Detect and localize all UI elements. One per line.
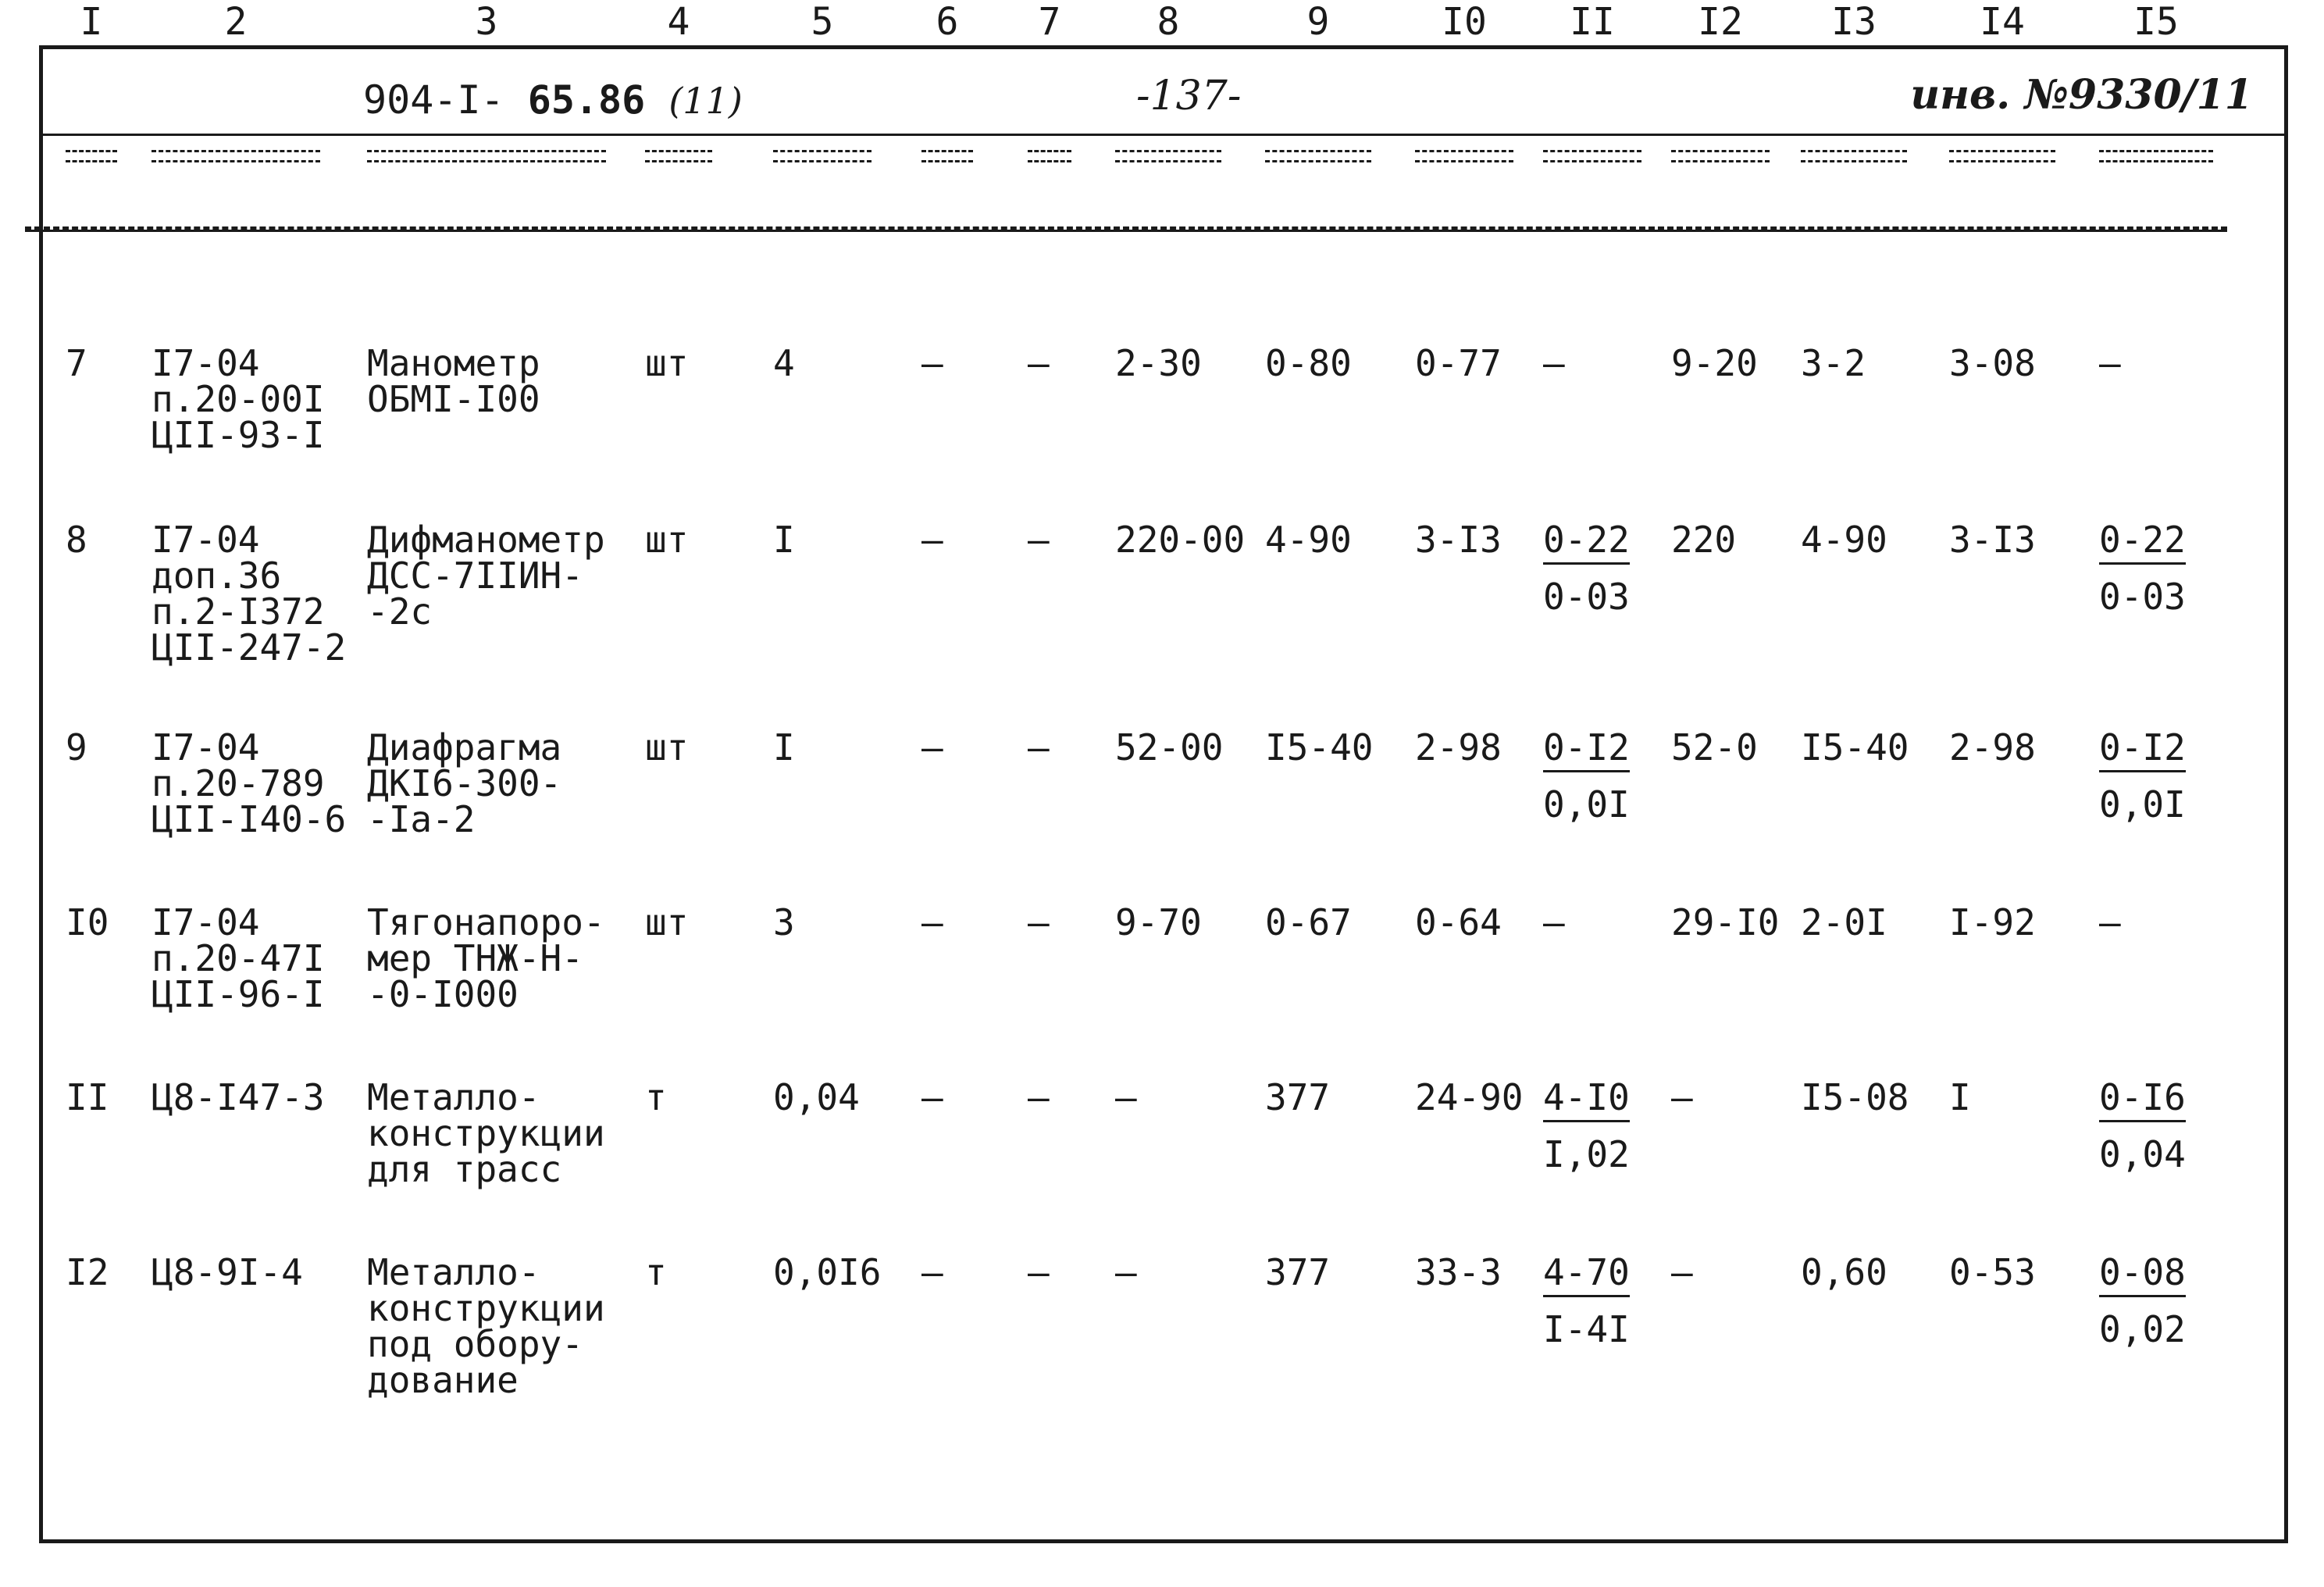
table-cell: 0-80	[1265, 342, 1352, 384]
fraction-cell	[1543, 342, 1565, 384]
table-cell: –	[921, 726, 943, 769]
fraction-cell	[2099, 519, 2186, 618]
table-cell: Диафрагма ДКI6-300- -Iа-2	[367, 726, 562, 840]
table-cell: шт	[645, 726, 689, 769]
table-cell: 0-53	[1949, 1251, 2036, 1293]
header-rule	[773, 150, 872, 162]
inventory-number: инв. №9330/11	[1910, 71, 2253, 119]
column-number: 3	[475, 0, 498, 44]
column-number: 2	[224, 0, 248, 44]
fraction-denominator: 0-03	[2099, 576, 2186, 618]
table-cell: 7	[66, 342, 87, 384]
column-number: 4	[667, 0, 690, 44]
table-cell: –	[921, 342, 943, 384]
table-cell: –	[921, 1076, 943, 1118]
table-cell: 3-I3	[1949, 519, 2036, 561]
table-cell: I7-04 п.20-789 ЦII-I40-6	[151, 726, 347, 840]
table-cell: 377	[1265, 1251, 1331, 1293]
table-cell: шт	[645, 519, 689, 561]
table-cell: 24-90	[1415, 1076, 1524, 1118]
document-code	[363, 77, 743, 123]
fraction-cell	[1543, 1251, 1630, 1350]
table-cell: I0	[66, 901, 109, 943]
fraction-denominator: I,02	[1543, 1133, 1630, 1175]
table-cell: I5-08	[1801, 1076, 1909, 1118]
fraction-cell	[1543, 519, 1630, 618]
header-rule	[1801, 150, 1907, 162]
table-cell: 2-0I	[1801, 901, 1887, 943]
column-number: 6	[936, 0, 959, 44]
fraction-numerator: 0-I2	[2099, 729, 2186, 772]
table-cell: 2-98	[1415, 726, 1502, 769]
table-cell: шт	[645, 342, 689, 384]
fraction-numerator: –	[2099, 342, 2121, 384]
header-rule	[1671, 150, 1770, 162]
column-number: I2	[1698, 0, 1743, 44]
table-cell: 220-00	[1115, 519, 1246, 561]
table-cell: Ц8-9I-4	[151, 1251, 303, 1293]
table-cell: 3-2	[1801, 342, 1866, 384]
fraction-numerator: 0-I6	[2099, 1079, 2186, 1122]
table-cell: –	[1028, 342, 1050, 384]
fraction-cell	[2099, 901, 2121, 943]
table-cell: I7-04 п.20-00I ЦII-93-I	[151, 342, 325, 456]
fraction-denominator: I-4I	[1543, 1308, 1630, 1350]
table-cell: 8	[66, 519, 87, 561]
table-cell: 0-77	[1415, 342, 1502, 384]
fraction-cell	[2099, 1076, 2186, 1175]
table-cell: –	[921, 1251, 943, 1293]
table-cell: т	[645, 1076, 667, 1118]
fraction-numerator: 0-08	[2099, 1254, 2186, 1297]
table-cell: I5-40	[1801, 726, 1909, 769]
fraction-denominator: 0-03	[1543, 576, 1630, 618]
table-cell: –	[1028, 519, 1050, 561]
table-cell: 0-64	[1415, 901, 1502, 943]
fraction-cell	[2099, 342, 2121, 384]
table-cell: –	[1115, 1076, 1137, 1118]
column-number: I0	[1442, 0, 1487, 44]
header-rule	[2099, 150, 2213, 162]
table-cell: 377	[1265, 1076, 1331, 1118]
fraction-numerator: 0-I2	[1543, 729, 1630, 772]
fraction-cell	[1543, 726, 1630, 826]
page-number: -137-	[1136, 73, 1242, 119]
header-rule	[151, 150, 320, 162]
table-cell: 0,60	[1801, 1251, 1887, 1293]
table-cell: 4-90	[1801, 519, 1887, 561]
table-cell: –	[921, 519, 943, 561]
table-cell: 220	[1671, 519, 1737, 561]
table-cell: т	[645, 1251, 667, 1293]
table-cell: I5-40	[1265, 726, 1374, 769]
fraction-numerator: 0-22	[2099, 522, 2186, 565]
table-cell: Металло- конструкции под обору- дование	[367, 1251, 605, 1401]
column-number: I4	[1980, 0, 2025, 44]
fraction-cell	[1543, 1076, 1630, 1175]
table-cell: 4-90	[1265, 519, 1352, 561]
fraction-numerator: 0-22	[1543, 522, 1630, 565]
table-cell: Металло- конструкции для трасс	[367, 1076, 605, 1190]
table-cell: 4	[773, 342, 795, 384]
table-cell: I2	[66, 1251, 109, 1293]
fraction-denominator: 0,0I	[2099, 783, 2186, 826]
table-cell: 2-98	[1949, 726, 2036, 769]
fraction-numerator: –	[1543, 342, 1565, 384]
column-number: I3	[1831, 0, 1877, 44]
header-rule	[66, 150, 117, 162]
table-cell: 2-30	[1115, 342, 1202, 384]
table-cell: –	[1115, 1251, 1137, 1293]
table-cell: I7-04 доп.36 п.2-I372 ЦII-247-2	[151, 519, 347, 669]
header-rule	[645, 150, 712, 162]
fraction-cell	[2099, 726, 2186, 826]
header-rule	[921, 150, 973, 162]
fraction-denominator: 0,02	[2099, 1308, 2186, 1350]
table-cell: 3-I3	[1415, 519, 1502, 561]
doc-code-prefix: 904-I-	[363, 77, 504, 123]
fraction-numerator: 4-70	[1543, 1254, 1630, 1297]
header-rule	[1543, 150, 1641, 162]
table-cell: –	[1028, 901, 1050, 943]
doc-number: 65.86	[527, 77, 646, 123]
column-number: 7	[1038, 0, 1061, 44]
column-number: II	[1570, 0, 1615, 44]
table-cell: I	[1949, 1076, 1971, 1118]
column-number: I5	[2133, 0, 2179, 44]
table-cell: I-92	[1949, 901, 2036, 943]
table-cell: 52-0	[1671, 726, 1758, 769]
header-rule	[1415, 150, 1513, 162]
header-rule	[1028, 150, 1071, 162]
table-cell: –	[1671, 1251, 1693, 1293]
header-rule	[1265, 150, 1371, 162]
table-cell: –	[921, 901, 943, 943]
table-cell: 3-08	[1949, 342, 2036, 384]
fraction-numerator: 4-I0	[1543, 1079, 1630, 1122]
header-rule	[1115, 150, 1221, 162]
table-cell: 33-3	[1415, 1251, 1502, 1293]
table-cell: I	[773, 726, 795, 769]
table-cell: –	[1028, 726, 1050, 769]
page-header	[43, 49, 2284, 136]
table-cell: 0,0I6	[773, 1251, 882, 1293]
header-rule	[1949, 150, 2055, 162]
fraction-numerator: –	[1543, 901, 1565, 943]
fraction-denominator: 0,0I	[1543, 783, 1630, 826]
table-cell: –	[1671, 1076, 1693, 1118]
doc-suffix: (11)	[668, 80, 743, 122]
column-number: 9	[1306, 0, 1330, 44]
table-cell: 0-67	[1265, 901, 1352, 943]
table-cell: 29-I0	[1671, 901, 1780, 943]
table-cell: 9-70	[1115, 901, 1202, 943]
table-cell: Тягонапоро- мер ТНЖ-Н- -0-I000	[367, 901, 605, 1015]
table-cell: 9	[66, 726, 87, 769]
fraction-cell	[2099, 1251, 2186, 1350]
table-cell: –	[1028, 1251, 1050, 1293]
table-cell: 0,04	[773, 1076, 860, 1118]
table-cell: I	[773, 519, 795, 561]
column-number: I	[80, 0, 103, 44]
column-number: 5	[811, 0, 834, 44]
header-underline	[25, 230, 2227, 232]
table-cell: 9-20	[1671, 342, 1758, 384]
table-cell: Манометр ОБМI-I00	[367, 342, 540, 420]
fraction-denominator: 0,04	[2099, 1133, 2186, 1175]
table-cell: II	[66, 1076, 109, 1118]
header-rule	[367, 150, 606, 162]
table-cell: шт	[645, 901, 689, 943]
fraction-numerator: –	[2099, 901, 2121, 943]
table-cell: Ц8-I47-3	[151, 1076, 325, 1118]
table-cell: 3	[773, 901, 795, 943]
table-cell: –	[1028, 1076, 1050, 1118]
table-cell: I7-04 п.20-47I ЦII-96-I	[151, 901, 325, 1015]
column-number: 8	[1157, 0, 1180, 44]
fraction-cell	[1543, 901, 1565, 943]
table-cell: 52-00	[1115, 726, 1224, 769]
table-cell: Дифманометр ДСС-7IIИН- -2с	[367, 519, 605, 633]
